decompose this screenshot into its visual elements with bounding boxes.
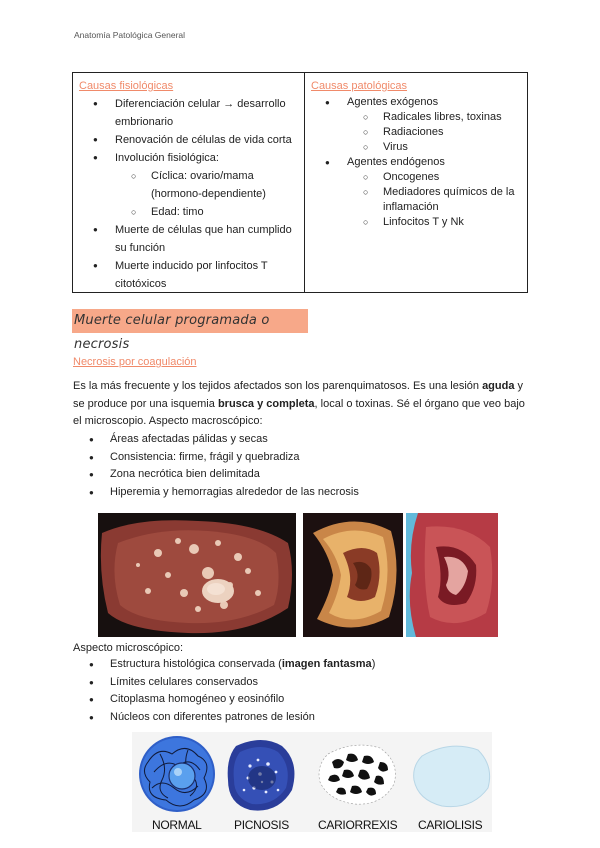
list-item: ● Agentes exógenos ○ Radicales libres, toxinas ○ Radiaciones ○ Virus: [311, 95, 521, 155]
list-item: ● Núcleos con diferentes patrones de lesión: [73, 709, 529, 727]
list-item: ● Estructura histológica conservada (imagen fantasma): [73, 656, 529, 674]
sub-list: [347, 170, 521, 230]
sub-list: [347, 110, 521, 155]
sub-list-item: ○ Oncogenes: [347, 170, 521, 185]
pathological-causes-column: [305, 73, 527, 292]
list-item: ● Citoplasma homogéneo y eosinófilo: [73, 691, 529, 709]
list-item: ● Límites celulares conservados: [73, 674, 529, 692]
intro-paragraph: Es la más frecuente y los tejidos afectados son los parenquimatosos. Es una lesión aguda y se produce por una isquemia brusca y completa, local o toxinas. Sé el órgano que veo bajo el microscopio. Aspecto macroscópico:: [73, 380, 525, 427]
nuclear-lesion-diagram: [132, 732, 492, 832]
sub-list: [115, 167, 298, 221]
pathological-causes-list: [311, 95, 521, 230]
sub-list-item: ○ Cíclica: ovario/mama (hormono-dependiente): [115, 167, 298, 203]
sub-list-item: ○ Virus: [347, 140, 521, 155]
macroscopic-photos: [98, 513, 498, 637]
cell-label-cariolisis: CARIOLISIS: [418, 818, 483, 832]
list-item: ● Áreas afectadas pálidas y secas: [73, 431, 529, 449]
subheading: Necrosis por coagulación: [73, 356, 197, 368]
microscopic-list: [73, 656, 529, 726]
list-item: ● Muerte inducido por linfocitos T citotóxicos: [79, 257, 298, 293]
cariorrexis-cell-icon: [319, 745, 395, 804]
physiological-causes-list: [79, 95, 298, 293]
kidney-infarct-photo: [303, 513, 403, 637]
microscopic-label: Aspecto microscópico:: [73, 642, 184, 654]
cell-label-picnosis: PICNOSIS: [234, 818, 289, 832]
list-item: ● Muerte de células que han cumplido su función: [79, 221, 298, 257]
causes-table: [72, 72, 528, 293]
cariolisis-cell-icon: [414, 746, 490, 806]
physiological-causes-title: Causas fisiológicas: [79, 80, 174, 92]
physiological-causes-column: [73, 73, 305, 292]
list-item: ● Hiperemia y hemorragias alrededor de las necrosis: [73, 484, 529, 502]
sub-list-item: ○ Linfocitos T y Nk: [347, 215, 521, 230]
list-item: ● Consistencia: firme, frágil y quebradiza: [73, 449, 529, 467]
sub-list-item: ○ Edad: timo: [115, 203, 298, 221]
picnosis-cell-icon: [228, 740, 295, 811]
liver-necrosis-photo: [98, 513, 296, 637]
normal-cell-icon: [139, 736, 215, 812]
section-heading: Muerte celular programada o necrosis: [72, 309, 308, 333]
list-item: ● Agentes endógenos ○ Oncogenes ○ Mediadores químicos de la inflamación ○ Linfocitos T y Nk: [311, 155, 521, 230]
page-header: Anatomía Patológica General: [74, 30, 186, 40]
cell-label-cariorrexis: CARIORREXIS: [318, 818, 398, 832]
list-item: ● Diferenciación celular → desarrollo embrionario: [79, 95, 298, 131]
sub-list-item: ○ Mediadores químicos de la inflamación: [347, 185, 521, 215]
list-item: ● Renovación de células de vida corta: [79, 131, 298, 149]
sub-list-item: ○ Radiaciones: [347, 125, 521, 140]
macroscopic-list: [73, 431, 529, 501]
list-item: ● Involución fisiológica: ○ Cíclica: ovario/mama (hormono-dependiente) ○ Edad: timo: [79, 149, 298, 221]
list-item: ● Zona necrótica bien delimitada: [73, 466, 529, 484]
sub-list-item: ○ Radicales libres, toxinas: [347, 110, 521, 125]
cell-label-normal: NORMAL: [152, 818, 202, 832]
pathological-causes-title: Causas patológicas: [311, 80, 408, 92]
tissue-infarct-photo: [406, 513, 498, 637]
